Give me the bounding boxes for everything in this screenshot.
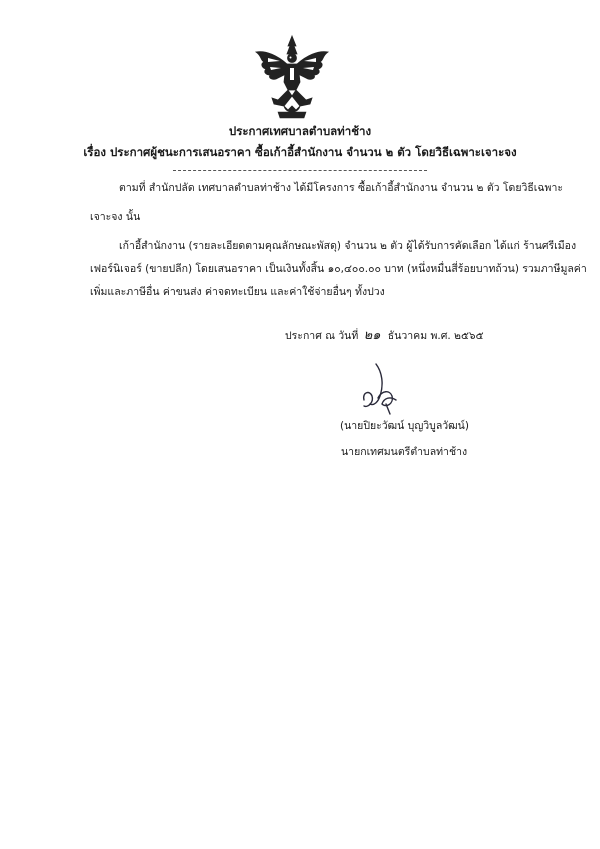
date-day-handwritten: ๒๑ [363, 328, 381, 343]
body-paragraph-2-line-3: เพิ่มและภาษีอื่น ค่าขนส่ง ค่าจดทะเบียน และค่าใช้จ่ายอื่นๆ ทั้งปวง [90, 286, 385, 298]
handwritten-signature-icon [356, 360, 404, 416]
announcement-date [285, 324, 484, 345]
heading-divider [173, 170, 427, 171]
body-paragraph-1-line-1: ตามที่ สำนักปลัด เทศบาลตำบลท่าช้าง ได้มีโครงการ ซื้อเก้าอี้สำนักงาน จำนวน ๒ ตัว โดยวิธีเฉพาะ [119, 182, 563, 194]
subject-heading: เรื่อง ประกาศผู้ชนะการเสนอราคา ซื้อเก้าอี้สำนักงาน จำนวน ๒ ตัว โดยวิธีเฉพาะเจาะจง [83, 145, 517, 159]
date-suffix: ธันวาคม พ.ศ. ๒๕๖๕ [387, 330, 484, 342]
organization-heading: ประกาศเทศบาลตำบลท่าช้าง [228, 124, 372, 138]
garuda-emblem-icon [254, 34, 330, 120]
body-paragraph-2-line-1: เก้าอี้สำนักงาน (รายละเอียดตามคุณลักษณะพัสดุ) จำนวน ๒ ตัว ผู้ได้รับการคัดเลือก ได้แก่ ร้านศรีเมือง [119, 240, 577, 252]
body-paragraph-1-line-2: เจาะจง นั้น [90, 211, 141, 223]
date-prefix: ประกาศ ณ วันที่ [285, 330, 359, 342]
signer-title: นายกเทศมนตรีตำบลท่าช้าง [341, 446, 468, 458]
signer-name: (นายปิยะวัฒน์ บุญวิบูลวัฒน์) [340, 420, 469, 432]
body-paragraph-2-line-2: เฟอร์นิเจอร์ (ขายปลีก) โดยเสนอราคา เป็นเงินทั้งสิ้น ๑๐,๔๐๐.๐๐ บาท (หนึ่งหมื่นสี่ร้อยบาทถ้วน) รวมภาษีมูลค่า [90, 263, 587, 275]
